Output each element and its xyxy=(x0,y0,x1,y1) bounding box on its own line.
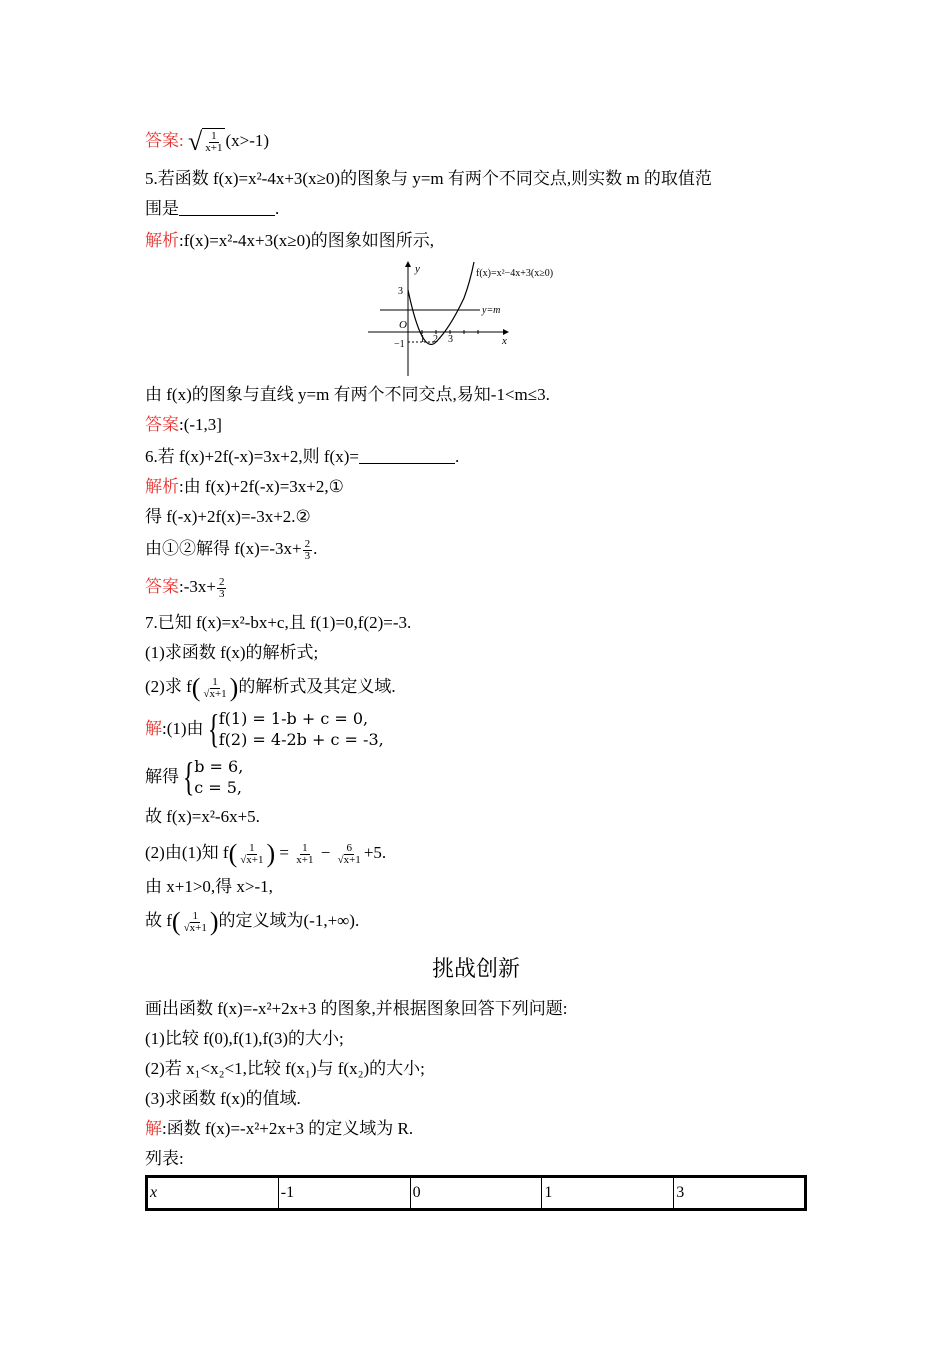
q4-condition: (x>-1) xyxy=(225,131,270,150)
tick-y-3: 3 xyxy=(398,286,403,297)
q6-answer: 答案:-3x+ $\frac{2}{3}$ xyxy=(145,575,225,600)
answer-blank xyxy=(179,199,275,216)
q4-answer-line: 答案: √ $\frac{1}{x+1}$ (x>-1) xyxy=(145,127,270,157)
challenge-intro: 画出函数 f(x)=-x²+2x+3 的图象,并根据图象回答下列问题: xyxy=(145,999,568,1018)
q6-step3: 由①②解得 f(x)=-3x+ $\frac{2}{3}$ . xyxy=(145,537,318,562)
q7-part2: (2)求 f( $\frac{1}{√x+1}$ )的解析式及其定义域. xyxy=(145,673,396,703)
challenge-q3: (3)求函数 f(x)的值域. xyxy=(145,1089,301,1108)
x-axis-label: x xyxy=(502,335,507,347)
value-table xyxy=(145,1175,807,1211)
q5-analysis: 解析:f(x)=x²-4x+3(x≥0)的图象如图所示, xyxy=(145,231,435,250)
tick-x-1: 1 xyxy=(420,334,425,345)
q6-stem: 6.若 f(x)+2f(-x)=3x+2,则 f(x)= . xyxy=(145,447,460,466)
q7-part2-derivation: (2)由(1)知 f( $\frac{1}{√x+1}$ ) = $\frac{1}{x+1}$ − $\frac{6}{√x+1}$ +5. xyxy=(145,839,387,869)
answer-label: 答案 xyxy=(145,131,179,150)
q6-step2: 得 f(-x)+2f(x)=-3x+2.② xyxy=(145,507,311,526)
table-cell: 3 xyxy=(674,1177,806,1210)
curve-label: f(x)=x²−4x+3(x≥0) xyxy=(476,268,554,279)
q7-domain-step: 由 x+1>0,得 x>-1, xyxy=(145,877,273,896)
table-cell: -1 xyxy=(278,1177,410,1210)
q7-solve-result: 解得{ b = 6, c = 5, xyxy=(145,754,244,799)
table-cell: x xyxy=(147,1177,279,1210)
list-label: 列表: xyxy=(145,1149,184,1168)
q5-answer: 答案:(-1,3] xyxy=(145,415,222,434)
q7-result: 故 f(x)=x²-6x+5. xyxy=(145,807,260,826)
origin-label: O xyxy=(399,319,407,331)
challenge-q2: (2)若 x₁<x₂<1,比较 f(x₁)与 f(x₂)的大小; xyxy=(145,1059,425,1078)
q7-part1: (1)求函数 f(x)的解析式; xyxy=(145,643,319,662)
y-axis-label: y xyxy=(415,263,420,275)
table-cell: 0 xyxy=(410,1177,542,1210)
q5-stem-line2: 围是 . xyxy=(145,199,280,218)
q7-domain: 故 f( $\frac{1}{√x+1}$ )的定义域为(-1,+∞). xyxy=(145,907,360,937)
section-heading: 挑战创新 xyxy=(431,957,520,982)
table-cell: 1 xyxy=(542,1177,674,1210)
tick-neg1: −1 xyxy=(394,339,405,350)
q7-solution-system: 解:(1)由{ f(1) = 1-b + c = 0, f(2) = 4-2b + c = -3, xyxy=(145,706,384,751)
tick-x-2: 2 xyxy=(433,334,438,345)
q5-stem-line1: 5.若函数 f(x)=x²-4x+3(x≥0)的图象与 y=m 有两个不同交点,则实数 m 的取值范 xyxy=(145,169,712,188)
tick-x-3: 3 xyxy=(448,334,453,345)
q7-stem: 7.已知 f(x)=x²-bx+c,且 f(1)=0,f(2)=-3. xyxy=(145,613,412,632)
challenge-solution: 解:函数 f(x)=-x²+2x+3 的定义域为 R. xyxy=(145,1119,414,1138)
q6-analysis: 解析:由 f(x)+2f(-x)=3x+2,① xyxy=(145,477,344,496)
parabola-graph xyxy=(368,258,588,380)
challenge-q1: (1)比较 f(0),f(1),f(3)的大小; xyxy=(145,1029,344,1048)
table-row xyxy=(147,1177,806,1210)
q5-conclusion: 由 f(x)的图象与直线 y=m 有两个不同交点,易知-1<m≤3. xyxy=(145,385,550,404)
line-label: y=m xyxy=(482,305,501,316)
